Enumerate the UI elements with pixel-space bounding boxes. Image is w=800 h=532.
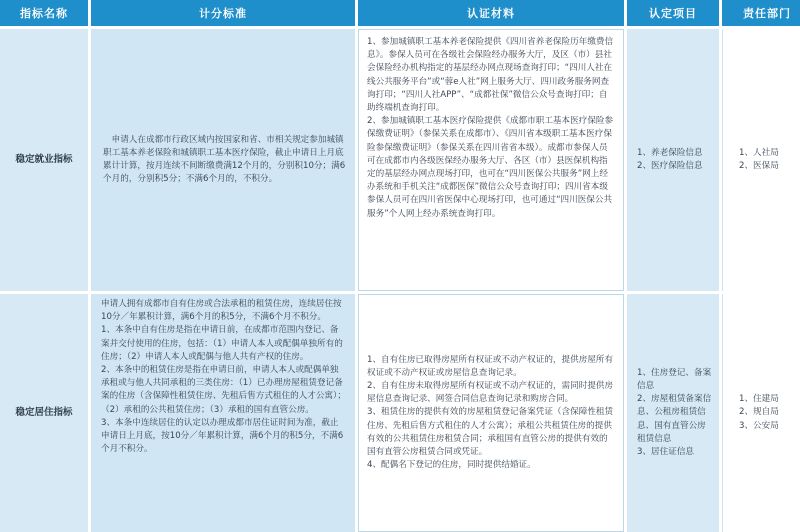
item-line: 1、住房登记、备案信息: [637, 367, 712, 391]
row-items-employment: [627, 29, 719, 291]
materials-text: 1、自有住房已取得房屋所有权证或不动产权证的，提供房屋所有权证或不动产权证或房屋信息查询记录。 2、自有住房未取得房屋所有权证或不动产权证的，需同时提供房屋信息查询记录、网签合同信息查询记录和购房合同。 3、租赁住房的提供有效的房屋租赁登记备案凭证（含保障性租赁住房、先租后售方式租住的人才公寓）；承租公共租赁住房的提供有效的公共租赁住房租赁合同；承租国有直管公房的提供有效的国有直管公房租赁合同或凭证。 4、配偶名下登记的住房，同时提供结婚证。: [367, 354, 614, 471]
row-depts-residence: [722, 294, 800, 532]
standard-text: 申请人拥有成都市自有住房或合法承租的租赁住房，连续居住按10分／年累积计算，满6个月的积5分，不满6个月不积分。 1、本条中自有住房是指在申请日前，在成都市范围内登记、备案并交付使用的住房，包括：（1）申请人本人或配偶单独所有的住房；（2）申请人本人或配偶与他人共有产权的住房。 2、本条中的租赁住房是指在申请日前，申请人本人或配偶单独承租或与他人共同承租的三类住房：（1）已办理房屋租赁登记备案的住房（含保障性租赁住房、先租后售方式租住的人才公寓）；（2）承租的公共租赁住房；（3）承租的国有直管公房。 3、本条中连续居住的认定以办理成都市居住证时间为准，截止申请日上月底，按10分／年累积计算，满6个月的积5分，不满6个月不积分。: [101, 299, 346, 455]
row-standard-residence: [91, 294, 355, 532]
item-line: 2、医疗保险信息: [637, 161, 703, 171]
dept-line: 1、住建局: [739, 394, 779, 405]
item-line: 3、居住证信息: [637, 447, 695, 457]
materials-text: 1、参加城镇职工基本养老保险提供《四川省养老保险历年缴费信息》。参保人员可在各级社会保险经办服务大厅，及区（市）县社会保险经办机构指定的基层经办网点现场查询打印；“四川人社在线公共服务平台”或“蓉e人社”网上服务大厅、四川政务服务网查询打印；“四川人社APP”、“成都社保”微信公众号查询打印；自助终端机查询打印。 2、参加城镇职工基本医疗保险提供《成都市职工基本医疗保险参保缴费证明》（参保关系在成都市）、《四川省本级职工基本医疗保险参保缴费证明》（参保关系在四川省省本级）。成都市参保人员可在成都市内各级医保经办服务大厅、各区（市）县医保机构指定的基层经办网点现场打印，也可在“四川医保公共服务”网上经办系统和手机关注“成都医保”微信公众号查询打印；四川省本级参保人员可在四川省医保中心现场打印，也可通过“四川医保公共服务”个人网上经办系统查询打印。: [367, 37, 614, 219]
row-standard-employment: [91, 29, 355, 291]
dept-line: 2、医保局: [739, 161, 779, 171]
item-line: 1、养老保险信息: [637, 147, 703, 158]
row-name-employment: 稳定就业指标: [0, 29, 88, 291]
row-materials-employment: [358, 29, 624, 291]
dept-line: 2、规自局: [739, 407, 779, 418]
row-items-residence: [627, 294, 719, 532]
row-name-residence: 稳定居住指标: [0, 294, 88, 532]
row-materials-residence: [358, 294, 624, 532]
dept-line: 3、公安局: [739, 420, 779, 431]
header-indicator-name: 指标名称: [0, 0, 88, 26]
header-recognized-items: 认定项目: [627, 0, 719, 26]
header-scoring-standard: 计分标准: [91, 0, 355, 26]
row-depts-employment: [722, 29, 800, 291]
standard-text: 申请人在成都市行政区域内按国家和省、市相关规定参加城镇职工基本养老保险和城镇职工基本医疗保险，截止申请日上月底累计计算，按月连续不间断缴费满12个月的，分别积10分；满6个月的，分别积5分；不满6个月的，不积分。: [103, 134, 346, 185]
item-line: 2、房屋租赁备案信息、公租房租赁信息、国有直管公房租赁信息: [637, 394, 712, 444]
dept-line: 1、人社局: [739, 147, 779, 158]
header-certification-materials: 认证材料: [358, 0, 624, 26]
header-responsible-dept: 责任部门: [722, 0, 800, 26]
